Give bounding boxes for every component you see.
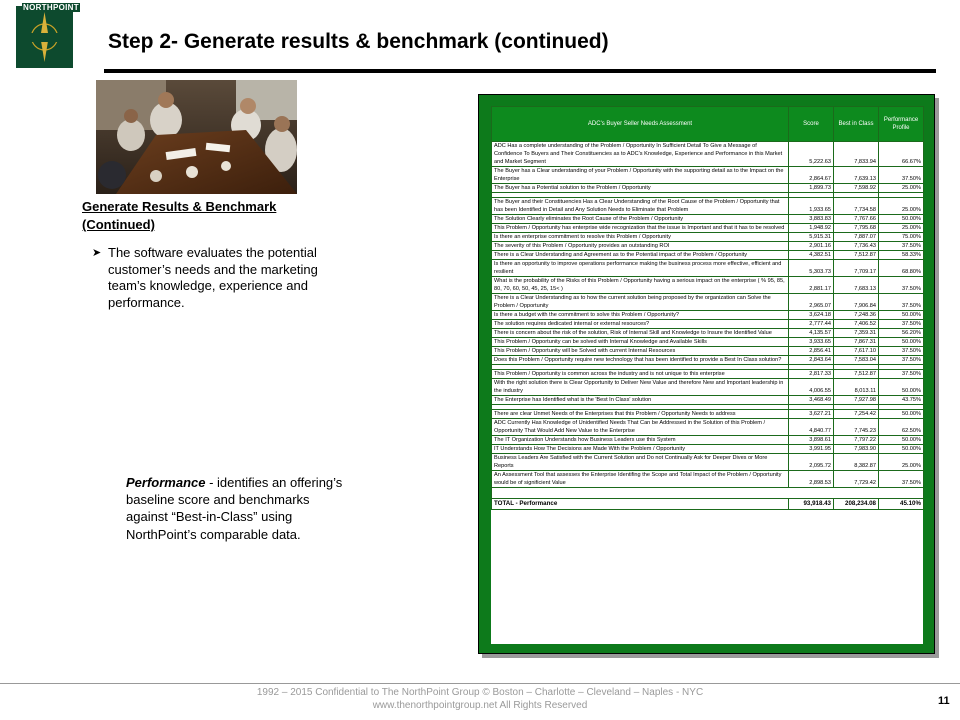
row-label: This Problem / Opportunity is common across the industry and is not unique to this enterprise (492, 370, 789, 379)
row-score: 5,222.63 (789, 142, 834, 167)
table-row (492, 198, 924, 215)
row-best: 7,736.43 (834, 242, 879, 251)
row-score: 2,817.33 (789, 370, 834, 379)
table-row (492, 260, 924, 277)
total-label: TOTAL - Performance (492, 499, 789, 510)
row-pct: 58.33% (879, 251, 924, 260)
table-row (492, 436, 924, 445)
page-title: Step 2- Generate results & benchmark (continued) (108, 30, 609, 53)
row-pct: 50.00% (879, 445, 924, 454)
row-label: The Buyer and their Constituencies Has a Clear Understanding of the Root Cause of the Problem / Opportunity that has been Identified in Detail and Any Solution Needs to Eliminate that Problem (492, 198, 789, 215)
row-score: 2,901.16 (789, 242, 834, 251)
row-pct: 37.50% (879, 347, 924, 356)
row-score: 5,303.73 (789, 260, 834, 277)
row-label: There is concern about the risk of the solution, Risk of Internal Skill and Knowledge to Insure the Identified Value (492, 329, 789, 338)
table-row (492, 410, 924, 419)
row-pct: 43.75% (879, 396, 924, 405)
row-best: 7,795.68 (834, 224, 879, 233)
row-best: 7,512.87 (834, 370, 879, 379)
row-pct: 62.50% (879, 419, 924, 436)
row-label: IT Understands How The Decisions are Made With the Problem / Opportunity (492, 445, 789, 454)
row-best: 7,734.58 (834, 198, 879, 215)
row-pct: 37.50% (879, 320, 924, 329)
compass-star-icon (16, 6, 73, 68)
table-row (492, 454, 924, 471)
row-score: 3,624.18 (789, 311, 834, 320)
table-row (492, 184, 924, 193)
row-label: This Problem / Opportunity will be Solved with current Internal Resources (492, 347, 789, 356)
row-score: 4,840.77 (789, 419, 834, 436)
table-header-row (492, 107, 924, 142)
row-pct: 50.00% (879, 338, 924, 347)
row-pct: 37.50% (879, 277, 924, 294)
row-pct: 37.50% (879, 167, 924, 184)
row-label: The Enterprise has Identified what is the 'Best In Class' solution (492, 396, 789, 405)
row-pct: 75.00% (879, 233, 924, 242)
row-label: The IT Organization Understands how Business Leaders use this System (492, 436, 789, 445)
row-score: 2,898.53 (789, 471, 834, 488)
arrow-bullet-icon: ➤ (92, 247, 102, 259)
row-best: 7,729.42 (834, 471, 879, 488)
row-best: 7,797.22 (834, 436, 879, 445)
row-pct: 37.50% (879, 356, 924, 365)
total-best: 208,234.08 (834, 499, 879, 510)
total-pct: 45.10% (879, 499, 924, 510)
row-label: What is the probability of the Risks of this Problem / Opportunity having a serious impact on the enterprise ( % 95, 85, 80, 70, 60, 50, 45, 25, 15< ) (492, 277, 789, 294)
row-score: 2,843.64 (789, 356, 834, 365)
row-pct: 25.00% (879, 198, 924, 215)
row-label: The Solution Clearly eliminates the Root Cause of the Problem / Opportunity (492, 215, 789, 224)
footer-website: www.thenorthpointgroup.net All Rights Reserved (372, 700, 588, 711)
row-best: 7,833.94 (834, 142, 879, 167)
row-pct: 50.00% (879, 215, 924, 224)
table-row (492, 224, 924, 233)
row-best: 7,709.17 (834, 260, 879, 277)
header-profile: Performance Profile (879, 107, 924, 142)
row-score: 3,898.61 (789, 436, 834, 445)
header-label: ADC's Buyer Seller Needs Assessment (492, 107, 789, 142)
row-best: 7,767.66 (834, 215, 879, 224)
table-gap-row (492, 488, 924, 499)
table-row (492, 277, 924, 294)
table-row (492, 347, 924, 356)
row-pct: 50.00% (879, 379, 924, 396)
row-best: 7,254.42 (834, 410, 879, 419)
row-pct: 37.50% (879, 242, 924, 251)
row-score: 2,856.41 (789, 347, 834, 356)
row-label: This Problem / Opportunity can be solved with Internal Knowledge and Available Skills (492, 338, 789, 347)
row-label: Is there an opportunity to improve operations performance making the business process more effective, efficient and resilient (492, 260, 789, 277)
bullet-item (92, 245, 352, 311)
title-divider (104, 69, 936, 73)
row-score: 3,991.95 (789, 445, 834, 454)
row-pct: 68.80% (879, 260, 924, 277)
row-score: 4,006.55 (789, 379, 834, 396)
footer (0, 686, 960, 712)
performance-term: Performance (126, 475, 206, 490)
row-label: ADC Currently Has Knowledge of Unidentified Needs That Can be Addressed in the Solution of this Problem / Opportunity That Would Add New Value to the Enterprise (492, 419, 789, 436)
table-row (492, 329, 924, 338)
row-best: 7,512.87 (834, 251, 879, 260)
row-score: 3,883.83 (789, 215, 834, 224)
row-pct: 37.50% (879, 370, 924, 379)
row-label: This Problem / Opportunity has enterprise wide recognization that the issue is Important and that it has to be resolved (492, 224, 789, 233)
header-score: Score (789, 107, 834, 142)
row-pct: 50.00% (879, 311, 924, 320)
row-label: Is there an enterprise commitment to resolve this Problem / Opportunity (492, 233, 789, 242)
row-pct: 25.00% (879, 224, 924, 233)
row-label: There are clear Unmet Needs of the Enterprises that this Problem / Opportunity Needs to address (492, 410, 789, 419)
table-row (492, 320, 924, 329)
row-pct: 25.00% (879, 454, 924, 471)
logo-wordmark: NORTHPOINT (23, 3, 79, 12)
table-row (492, 338, 924, 347)
row-best: 7,683.13 (834, 277, 879, 294)
row-score: 2,881.17 (789, 277, 834, 294)
row-score: 2,095.72 (789, 454, 834, 471)
table-row (492, 471, 924, 488)
row-best: 7,887.07 (834, 233, 879, 242)
table-total-row (492, 499, 924, 510)
table-row (492, 242, 924, 251)
table-row (492, 379, 924, 396)
needs-assessment-table (491, 106, 924, 510)
table-row (492, 445, 924, 454)
row-best: 7,406.52 (834, 320, 879, 329)
row-score: 3,933.65 (789, 338, 834, 347)
table-row (492, 142, 924, 167)
row-label: The Buyer has a Clear understanding of your Problem / Opportunity with the supporting detail as to the Impact on the Enterprise (492, 167, 789, 184)
header-best: Best in Class (834, 107, 879, 142)
row-label: There is a Clear Understanding as to how the current solution being proposed by the organization can Solve the Problem / Opportunity (492, 294, 789, 311)
row-pct: 56.20% (879, 329, 924, 338)
performance-text: - identifies an offering’s baseline score and benchmarks against “Best-in-Class” using NorthPoint’s comparable data. (126, 475, 343, 542)
row-best: 7,906.84 (834, 294, 879, 311)
table-row (492, 167, 924, 184)
table-row (492, 396, 924, 405)
row-best: 7,639.13 (834, 167, 879, 184)
row-best: 7,867.31 (834, 338, 879, 347)
row-score: 3,627.21 (789, 410, 834, 419)
row-label: The solution requires dedicated internal or external resources? (492, 320, 789, 329)
row-score: 1,948.92 (789, 224, 834, 233)
row-label: ADC Has a complete understanding of the Problem / Opportunity In Sufficient Detail To Give a Message of Confidence To Buyers and Their Constituencies as to ADC's Knowledge, Experience and Performance in this Market and Market Segment (492, 142, 789, 167)
row-label: Is there a budget with the commitment to solve this Problem / Opportunity? (492, 311, 789, 320)
row-best: 7,983.90 (834, 445, 879, 454)
row-best: 7,248.36 (834, 311, 879, 320)
row-best: 8,382.87 (834, 454, 879, 471)
row-best: 8,013.11 (834, 379, 879, 396)
table-row (492, 233, 924, 242)
row-score: 1,899.73 (789, 184, 834, 193)
section-heading: Generate Results & Benchmark (Continued) (82, 199, 277, 232)
table-row (492, 356, 924, 365)
row-pct: 25.00% (879, 184, 924, 193)
performance-note (126, 474, 348, 543)
row-label: There is a Clear Understanding and Agreement as to the Potential impact of the Problem / Opportunity (492, 251, 789, 260)
row-best: 7,359.31 (834, 329, 879, 338)
row-best: 7,583.04 (834, 356, 879, 365)
total-score: 93,918.43 (789, 499, 834, 510)
footer-copyright: 1992 – 2015 Confidential to The NorthPoint Group © Boston – Charlotte – Cleveland – Naples - NYC (256, 687, 704, 698)
footer-divider (0, 683, 960, 684)
table-row (492, 419, 924, 436)
assessment-table-container (491, 106, 923, 644)
row-label: The severity of this Problem / Opportunity provides an outstanding ROI (492, 242, 789, 251)
row-score: 2,777.44 (789, 320, 834, 329)
row-label: An Assessment Tool that assesses the Enterprise Identifing the Scope and Total Impact of the Problem / Opportunity would be of significient Value (492, 471, 789, 488)
row-best: 7,745.23 (834, 419, 879, 436)
row-pct: 37.50% (879, 294, 924, 311)
row-pct: 50.00% (879, 410, 924, 419)
row-score: 2,864.67 (789, 167, 834, 184)
row-pct: 50.00% (879, 436, 924, 445)
row-best: 7,598.92 (834, 184, 879, 193)
row-score: 1,933.65 (789, 198, 834, 215)
table-row (492, 251, 924, 260)
bullet-text: The software evaluates the potential customer’s needs and the marketing team’s knowledge, experience and performance. (108, 245, 318, 310)
row-score: 4,382.51 (789, 251, 834, 260)
table-row (492, 370, 924, 379)
table-row (492, 311, 924, 320)
meeting-photo (96, 80, 297, 194)
table-row (492, 294, 924, 311)
row-label: Business Leaders Are Satisfied with the Current Solution and Do not Continually Ask for Deeper Dives or More Reports (492, 454, 789, 471)
row-label: The Buyer has a Potential solution to the Problem / Opportunity (492, 184, 789, 193)
row-best: 7,927.98 (834, 396, 879, 405)
table-row (492, 215, 924, 224)
row-pct: 66.67% (879, 142, 924, 167)
northpoint-logo (16, 3, 79, 68)
page-number: 11 (938, 695, 950, 707)
row-label: With the right solution there is Clear Opportunity to Deliver New Value and therefore New and Important leadership in the industry (492, 379, 789, 396)
row-score: 2,965.07 (789, 294, 834, 311)
row-score: 4,135.57 (789, 329, 834, 338)
row-label: Does this Problem / Opportunity require new technology that has been identified to provide a Best In Class solution? (492, 356, 789, 365)
row-pct: 37.50% (879, 471, 924, 488)
row-score: 3,468.49 (789, 396, 834, 405)
row-best: 7,617.10 (834, 347, 879, 356)
row-score: 5,915.31 (789, 233, 834, 242)
